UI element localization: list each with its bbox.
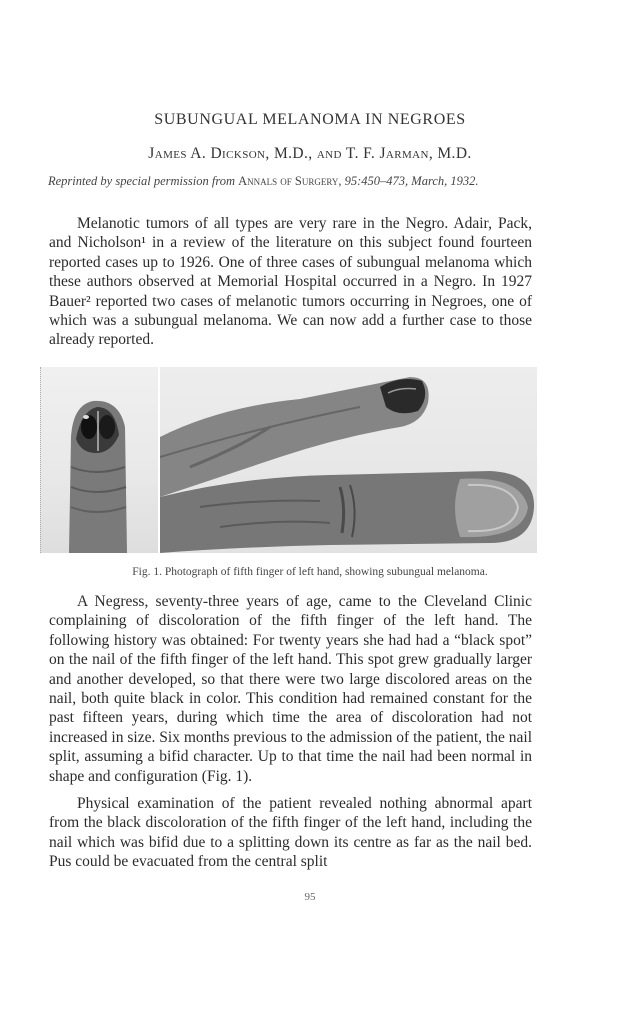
reprint-suffix: 95:450–473, March, 1932.: [341, 174, 479, 188]
reprint-prefix: Reprinted by special permission from: [48, 174, 239, 188]
paragraph-history: A Negress, seventy-three years of age, came to the Cleveland Clinic complaining of discoloration of the fifth finger of the left hand. The following history was obtained: For twenty years she had had a “black spot” on the nail of the fifth finger of the left hand. This spot grew gradually larger and another developed, so that there were two large discolored areas on the nail, both quite black in color. This condition had remained constant for the past fifteen years, during which time the area of discoloration had not increased in size. Six months previous to the admission of the patient, the nail split, assuming a bifid character. Up to that time the nail had been normal in shape and configuration (Fig. 1).: [49, 593, 532, 785]
figure-caption: Fig. 1. Photograph of fifth finger of left hand, showing subungual melanoma.: [132, 566, 488, 578]
page: [20, 0, 600, 1022]
finger-tip-photo: [40, 367, 158, 553]
page-number: 95: [304, 891, 316, 903]
paragraph-examination: Physical examination of the patient revealed nothing abnormal apart from the black discoloration of the fifth finger of the left hand, including the nail which was bifid due to a splitting down its centre as far as the nail bed. Pus could be evacuated from the central split: [49, 795, 532, 871]
article-title: SUBUNGUAL MELANOMA IN NEGROES: [154, 111, 466, 128]
hand-illustration: [160, 367, 537, 553]
hand-photo: [160, 367, 537, 553]
figure-1: [39, 366, 537, 554]
reprint-journal: Annals of Surgery,: [238, 174, 342, 188]
paragraph-intro: Melanotic tumors of all types are very rare in the Negro. Adair, Pack, and Nicholson¹ in a review of the literature on this subject found fourteen reported cases up to 1926. One of three cases of subungual melanoma which these authors observed at Memorial Hospital occurred in a Negro. In 1927 Bauer² reported two cases of melanotic tumors occurring in Negroes, one of which was a subungual melanoma. We can now add a further case to those already reported.: [49, 215, 532, 349]
article-authors: James A. Dickson, M.D., and T. F. Jarman, M.D.: [148, 145, 472, 162]
reprint-note: [48, 172, 526, 191]
finger-tip-illustration: [41, 367, 158, 553]
